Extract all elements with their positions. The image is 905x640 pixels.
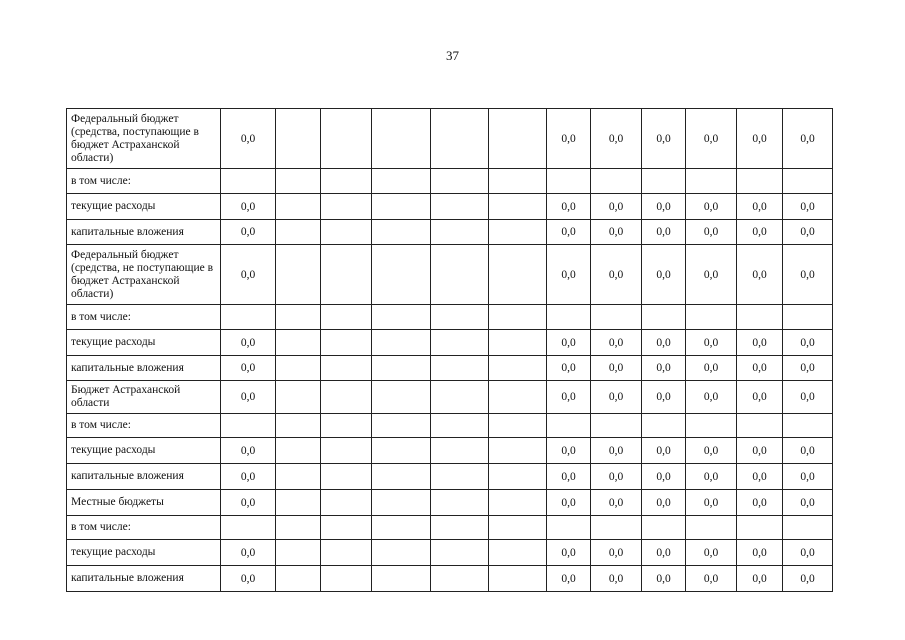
value-cell (431, 169, 489, 194)
row-label: в том числе: (67, 516, 221, 540)
value-cell (321, 194, 372, 220)
value-cell: 0,0 (642, 330, 686, 356)
row-label: Федеральный бюджет (средства, поступающие в бюджет Астраханской области) (67, 109, 221, 169)
value-cell (431, 305, 489, 330)
value-cell (372, 356, 431, 381)
value-cell: 0,0 (642, 245, 686, 305)
table-row (67, 540, 833, 566)
value-cell (276, 438, 321, 464)
value-cell: 0,0 (221, 245, 276, 305)
value-cell: 0,0 (686, 540, 737, 566)
value-cell (489, 438, 547, 464)
row-label: Федеральный бюджет (средства, не поступающие в бюджет Астраханской области) (67, 245, 221, 305)
value-cell: 0,0 (642, 356, 686, 381)
value-cell: 0,0 (642, 566, 686, 592)
value-cell (276, 540, 321, 566)
table-row (67, 109, 833, 169)
value-cell (276, 330, 321, 356)
value-cell: 0,0 (783, 464, 833, 490)
value-cell (321, 330, 372, 356)
value-cell: 0,0 (642, 220, 686, 245)
value-cell: 0,0 (547, 540, 591, 566)
budget-table (66, 108, 833, 592)
value-cell: 0,0 (547, 220, 591, 245)
value-cell: 0,0 (221, 194, 276, 220)
value-cell (431, 540, 489, 566)
value-cell: 0,0 (737, 438, 783, 464)
value-cell: 0,0 (221, 540, 276, 566)
value-cell: 0,0 (547, 245, 591, 305)
value-cell: 0,0 (547, 438, 591, 464)
value-cell (276, 194, 321, 220)
value-cell: 0,0 (591, 381, 642, 414)
value-cell: 0,0 (737, 490, 783, 516)
value-cell (372, 194, 431, 220)
value-cell: 0,0 (547, 381, 591, 414)
table-row (67, 566, 833, 592)
value-cell: 0,0 (686, 356, 737, 381)
value-cell (321, 566, 372, 592)
value-cell (431, 438, 489, 464)
value-cell (783, 516, 833, 540)
value-cell (276, 490, 321, 516)
value-cell: 0,0 (686, 381, 737, 414)
value-cell (547, 169, 591, 194)
value-cell (372, 464, 431, 490)
value-cell: 0,0 (547, 330, 591, 356)
value-cell (431, 414, 489, 438)
value-cell (372, 566, 431, 592)
value-cell (489, 490, 547, 516)
row-label: текущие расходы (67, 194, 221, 220)
value-cell (431, 381, 489, 414)
row-label: в том числе: (67, 414, 221, 438)
value-cell (372, 245, 431, 305)
value-cell (642, 516, 686, 540)
value-cell (783, 305, 833, 330)
value-cell: 0,0 (591, 540, 642, 566)
value-cell (321, 109, 372, 169)
value-cell (547, 414, 591, 438)
value-cell (591, 414, 642, 438)
value-cell (431, 356, 489, 381)
value-cell: 0,0 (221, 220, 276, 245)
value-cell (489, 109, 547, 169)
value-cell (221, 516, 276, 540)
value-cell (686, 516, 737, 540)
value-cell (489, 330, 547, 356)
value-cell: 0,0 (221, 464, 276, 490)
value-cell (547, 305, 591, 330)
value-cell (686, 169, 737, 194)
value-cell (686, 414, 737, 438)
value-cell: 0,0 (783, 109, 833, 169)
value-cell (431, 245, 489, 305)
value-cell (372, 516, 431, 540)
value-cell (737, 516, 783, 540)
value-cell (431, 566, 489, 592)
value-cell: 0,0 (642, 464, 686, 490)
value-cell: 0,0 (591, 356, 642, 381)
value-cell: 0,0 (547, 109, 591, 169)
value-cell (642, 169, 686, 194)
value-cell: 0,0 (737, 566, 783, 592)
value-cell (372, 540, 431, 566)
value-cell: 0,0 (591, 490, 642, 516)
row-label: капитальные вложения (67, 220, 221, 245)
value-cell (431, 490, 489, 516)
value-cell (321, 414, 372, 438)
value-cell (372, 220, 431, 245)
value-cell (591, 516, 642, 540)
value-cell: 0,0 (221, 566, 276, 592)
value-cell (489, 245, 547, 305)
table-row (67, 490, 833, 516)
value-cell: 0,0 (686, 464, 737, 490)
value-cell: 0,0 (737, 356, 783, 381)
value-cell: 0,0 (642, 438, 686, 464)
value-cell: 0,0 (783, 540, 833, 566)
value-cell (276, 566, 321, 592)
value-cell: 0,0 (591, 566, 642, 592)
value-cell (431, 464, 489, 490)
value-cell: 0,0 (737, 464, 783, 490)
value-cell (489, 540, 547, 566)
value-cell (431, 220, 489, 245)
value-cell (276, 109, 321, 169)
value-cell: 0,0 (591, 220, 642, 245)
value-cell (737, 305, 783, 330)
table-row (67, 356, 833, 381)
value-cell: 0,0 (737, 381, 783, 414)
row-label: текущие расходы (67, 540, 221, 566)
value-cell (489, 381, 547, 414)
value-cell: 0,0 (221, 330, 276, 356)
value-cell (431, 109, 489, 169)
value-cell: 0,0 (783, 194, 833, 220)
value-cell (489, 516, 547, 540)
table-row (67, 169, 833, 194)
value-cell: 0,0 (686, 220, 737, 245)
value-cell (431, 516, 489, 540)
value-cell: 0,0 (642, 381, 686, 414)
value-cell (489, 169, 547, 194)
value-cell: 0,0 (783, 566, 833, 592)
row-label: Местные бюджеты (67, 490, 221, 516)
value-cell: 0,0 (547, 566, 591, 592)
value-cell (321, 245, 372, 305)
value-cell (321, 305, 372, 330)
value-cell (489, 305, 547, 330)
value-cell: 0,0 (686, 566, 737, 592)
value-cell: 0,0 (642, 194, 686, 220)
value-cell: 0,0 (547, 490, 591, 516)
value-cell: 0,0 (737, 245, 783, 305)
value-cell (489, 566, 547, 592)
value-cell: 0,0 (686, 194, 737, 220)
value-cell (321, 438, 372, 464)
value-cell: 0,0 (221, 438, 276, 464)
row-label: в том числе: (67, 169, 221, 194)
value-cell: 0,0 (737, 109, 783, 169)
value-cell (276, 356, 321, 381)
row-label: в том числе: (67, 305, 221, 330)
value-cell: 0,0 (642, 109, 686, 169)
row-label: капитальные вложения (67, 464, 221, 490)
table-row (67, 245, 833, 305)
value-cell: 0,0 (783, 438, 833, 464)
value-cell: 0,0 (591, 194, 642, 220)
value-cell (276, 464, 321, 490)
value-cell: 0,0 (547, 464, 591, 490)
value-cell: 0,0 (737, 540, 783, 566)
value-cell: 0,0 (221, 381, 276, 414)
value-cell (221, 414, 276, 438)
value-cell: 0,0 (686, 109, 737, 169)
value-cell (276, 381, 321, 414)
value-cell (372, 490, 431, 516)
value-cell: 0,0 (686, 490, 737, 516)
value-cell (372, 438, 431, 464)
value-cell: 0,0 (737, 194, 783, 220)
value-cell (321, 381, 372, 414)
value-cell (276, 169, 321, 194)
value-cell: 0,0 (783, 490, 833, 516)
value-cell: 0,0 (737, 330, 783, 356)
value-cell (276, 305, 321, 330)
value-cell (547, 516, 591, 540)
value-cell: 0,0 (642, 490, 686, 516)
table-row (67, 464, 833, 490)
value-cell: 0,0 (591, 109, 642, 169)
value-cell: 0,0 (783, 245, 833, 305)
value-cell (221, 169, 276, 194)
value-cell: 0,0 (221, 356, 276, 381)
table-row (67, 381, 833, 414)
value-cell (321, 220, 372, 245)
value-cell (276, 516, 321, 540)
value-cell: 0,0 (642, 540, 686, 566)
value-cell (372, 305, 431, 330)
row-label: текущие расходы (67, 438, 221, 464)
value-cell (321, 356, 372, 381)
value-cell (321, 540, 372, 566)
table-row (67, 330, 833, 356)
table-row (67, 516, 833, 540)
value-cell (372, 414, 431, 438)
table-row (67, 438, 833, 464)
row-label: текущие расходы (67, 330, 221, 356)
value-cell (321, 464, 372, 490)
row-label: капитальные вложения (67, 566, 221, 592)
value-cell: 0,0 (783, 381, 833, 414)
value-cell: 0,0 (686, 438, 737, 464)
value-cell (221, 305, 276, 330)
value-cell (591, 305, 642, 330)
value-cell (489, 194, 547, 220)
value-cell: 0,0 (591, 438, 642, 464)
value-cell (276, 245, 321, 305)
value-cell (431, 330, 489, 356)
value-cell (489, 356, 547, 381)
value-cell (783, 414, 833, 438)
value-cell: 0,0 (547, 194, 591, 220)
value-cell (321, 490, 372, 516)
value-cell: 0,0 (591, 464, 642, 490)
value-cell (321, 169, 372, 194)
value-cell: 0,0 (591, 245, 642, 305)
value-cell: 0,0 (547, 356, 591, 381)
table-row (67, 414, 833, 438)
value-cell (737, 169, 783, 194)
value-cell: 0,0 (783, 356, 833, 381)
value-cell (431, 194, 489, 220)
value-cell: 0,0 (686, 245, 737, 305)
value-cell: 0,0 (221, 490, 276, 516)
table-row (67, 194, 833, 220)
value-cell (321, 516, 372, 540)
value-cell: 0,0 (686, 330, 737, 356)
row-label: Бюджет Астраханской области (67, 381, 221, 414)
value-cell: 0,0 (221, 109, 276, 169)
table-body (67, 109, 833, 592)
value-cell (372, 109, 431, 169)
value-cell: 0,0 (783, 330, 833, 356)
value-cell (372, 330, 431, 356)
value-cell: 0,0 (737, 220, 783, 245)
value-cell (591, 169, 642, 194)
value-cell (642, 414, 686, 438)
value-cell (686, 305, 737, 330)
table-row (67, 305, 833, 330)
value-cell (783, 169, 833, 194)
page-number: 37 (446, 48, 459, 63)
value-cell (737, 414, 783, 438)
value-cell (372, 381, 431, 414)
table-row (67, 220, 833, 245)
row-label: капитальные вложения (67, 356, 221, 381)
value-cell (372, 169, 431, 194)
value-cell (489, 414, 547, 438)
value-cell (489, 220, 547, 245)
value-cell (489, 464, 547, 490)
value-cell (276, 414, 321, 438)
value-cell (642, 305, 686, 330)
value-cell: 0,0 (591, 330, 642, 356)
value-cell: 0,0 (783, 220, 833, 245)
value-cell (276, 220, 321, 245)
